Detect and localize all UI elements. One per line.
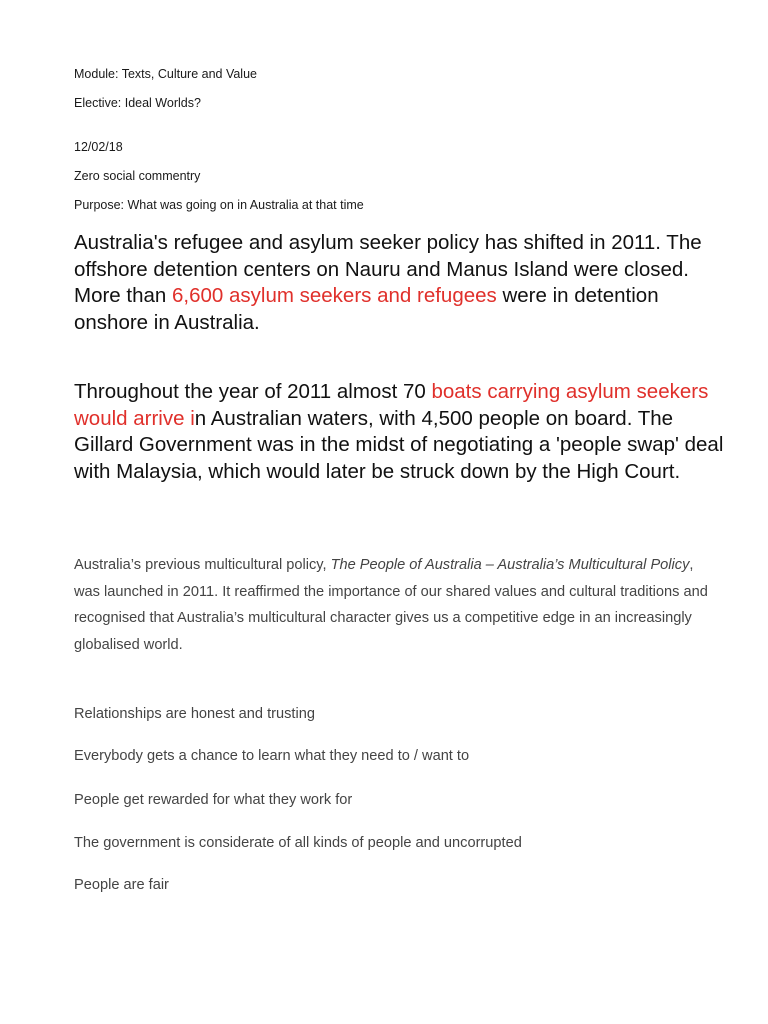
ideal-item: Relationships are honest and trusting — [74, 706, 315, 722]
elective-line — [74, 96, 201, 110]
ideal-item: People are fair — [74, 877, 169, 893]
multicultural-policy-paragraph — [74, 552, 714, 658]
multicultural-text-1: Australia’s previous multicultural policy, — [74, 557, 331, 573]
multicultural-policy-title: The People of Australia – Australia’s Multicultural Policy — [330, 557, 690, 573]
purpose-value: What was going on in Australia at that time — [124, 198, 364, 212]
purpose-line — [74, 198, 364, 212]
module-label: Module: — [74, 67, 119, 81]
boats-highlight: boats carrying asylum seekers would arrive i — [74, 380, 709, 430]
multicultural-text-2: , was launched in 2011. It reaffirmed the importance of our shared values and cultural traditions and recognised that Australia’s multicultural character gives us a competitive edge in an increasingly globalised world. — [74, 557, 708, 653]
boats-text-1: Throughout the year of 2011 almost 70 — [74, 380, 432, 403]
refugee-policy-text-1: Australia's refugee and asylum seeker policy has shifted in 2011. The offshore detention centers on Nauru and Manus Island were closed. More than — [74, 231, 702, 308]
refugee-policy-highlight: 6,600 asylum seekers and refugees — [172, 284, 497, 308]
boats-text-2: n Australian waters, with 4,500 people on board. The Gillard Government was in the midst of negotiating a 'people swap' deal with Malaysia, which would later be struck down by the High Court. — [74, 406, 724, 484]
ideal-item: The government is considerate of all kinds of people and uncorrupted — [74, 835, 522, 851]
elective-value: Ideal Worlds? — [121, 96, 201, 110]
ideal-item: Everybody gets a chance to learn what they need to / want to — [74, 748, 470, 764]
note-line: Zero social commentry — [74, 169, 201, 183]
boats-paragraph — [74, 379, 724, 486]
ideal-item: People get rewarded for what they work for — [74, 792, 353, 808]
module-line — [74, 67, 257, 81]
module-value: Texts, Culture and Value — [118, 67, 257, 81]
refugee-policy-text-2: were in detention onshore in Australia. — [74, 284, 659, 335]
refugee-policy-paragraph — [74, 230, 724, 337]
purpose-label: Purpose: — [74, 198, 125, 212]
elective-label: Elective: — [74, 96, 122, 110]
date-line: 12/02/18 — [74, 140, 123, 154]
